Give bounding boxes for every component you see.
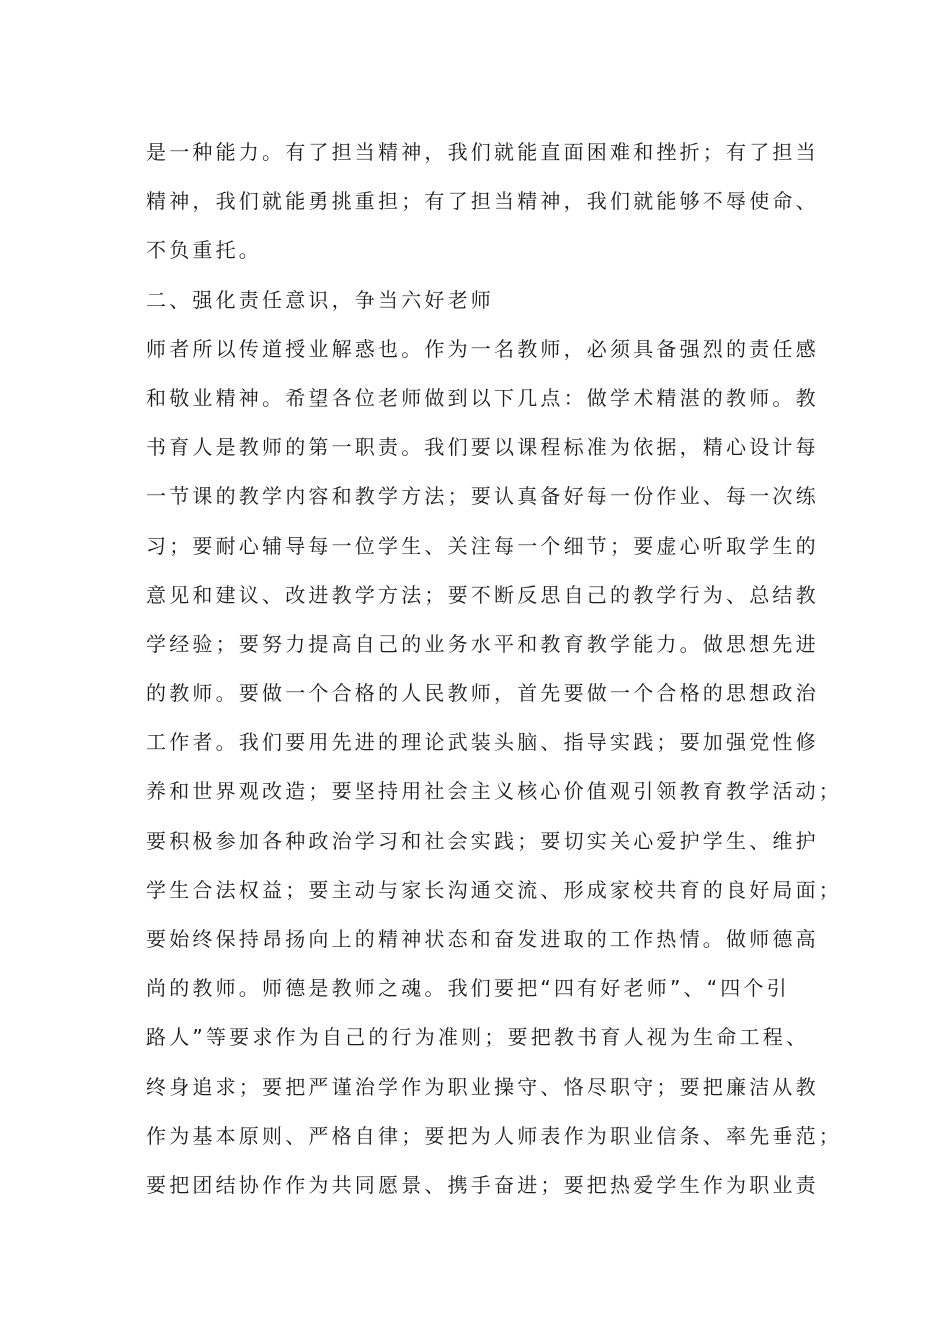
paragraph-line: 习；要耐心辅导每一位学生、关注每一个细节；要虚心听取学生的: [146, 533, 819, 558]
paragraph-line: 要始终保持昂扬向上的精神状态和奋发进取的工作热情。做师德高: [146, 927, 819, 951]
paragraph-line: 学经验；要努力提高自己的业务水平和教育教学能力。做思想先进: [146, 631, 819, 656]
paragraph-line: 尚的教师。师德是教师之魂。我们要把“四有好老师”、“四个引: [146, 976, 790, 1001]
section-heading: 二、强化责任意识，争当六好老师: [146, 287, 494, 312]
paragraph-line: 不负重托。: [146, 238, 262, 263]
paragraph-line: 意见和建议、改进教学方法；要不断反思自己的教学行为、总结教: [146, 582, 819, 607]
paragraph-line: 师者所以传道授业解惑也。作为一名教师，必须具备强烈的责任感: [146, 336, 819, 361]
paragraph-line: 书育人是教师的第一职责。我们要以课程标准为依据，精心设计每: [146, 435, 819, 460]
paragraph-line: 学生合法权益；要主动与家长沟通交流、形成家校共育的良好局面；: [146, 877, 842, 902]
paragraph-line: 是一种能力。有了担当精神，我们就能直面困难和挫折；有了担当: [146, 140, 819, 164]
paragraph-line: 和敬业精神。希望各位老师做到以下几点：做学术精湛的教师。教: [146, 385, 819, 410]
paragraph-line: 路人”等要求作为自己的行为准则；要把教书育人视为生命工程、: [146, 1025, 810, 1050]
paragraph-line: 的教师。要做一个合格的人民教师，首先要做一个合格的思想政治: [146, 681, 819, 706]
paragraph-line: 要积极参加各种政治学习和社会实践；要切实关心爱护学生、维护: [146, 828, 819, 853]
paragraph-line: 工作者。我们要用先进的理论武装头脑、指导实践；要加强党性修: [146, 730, 819, 755]
paragraph-line: 一节课的教学内容和教学方法；要认真备好每一份作业、每一次练: [146, 484, 819, 509]
paragraph-line: 精神，我们就能勇挑重担；有了担当精神，我们就能够不辱使命、: [146, 189, 819, 214]
paragraph-line: 要把团结协作作为共同愿景、携手奋进；要把热爱学生作为职业责: [146, 1172, 819, 1197]
body-text: [146, 128, 842, 1210]
paragraph-line: 养和世界观改造；要坚持用社会主义核心价值观引领教育教学活动；: [146, 779, 842, 804]
paragraph-line: 终身追求；要把严谨治学作为职业操守、恪尽职守；要把廉洁从教: [146, 1074, 819, 1099]
paragraph-line: 作为基本原则、严格自律；要把为人师表作为职业信条、率先垂范；: [146, 1123, 842, 1148]
